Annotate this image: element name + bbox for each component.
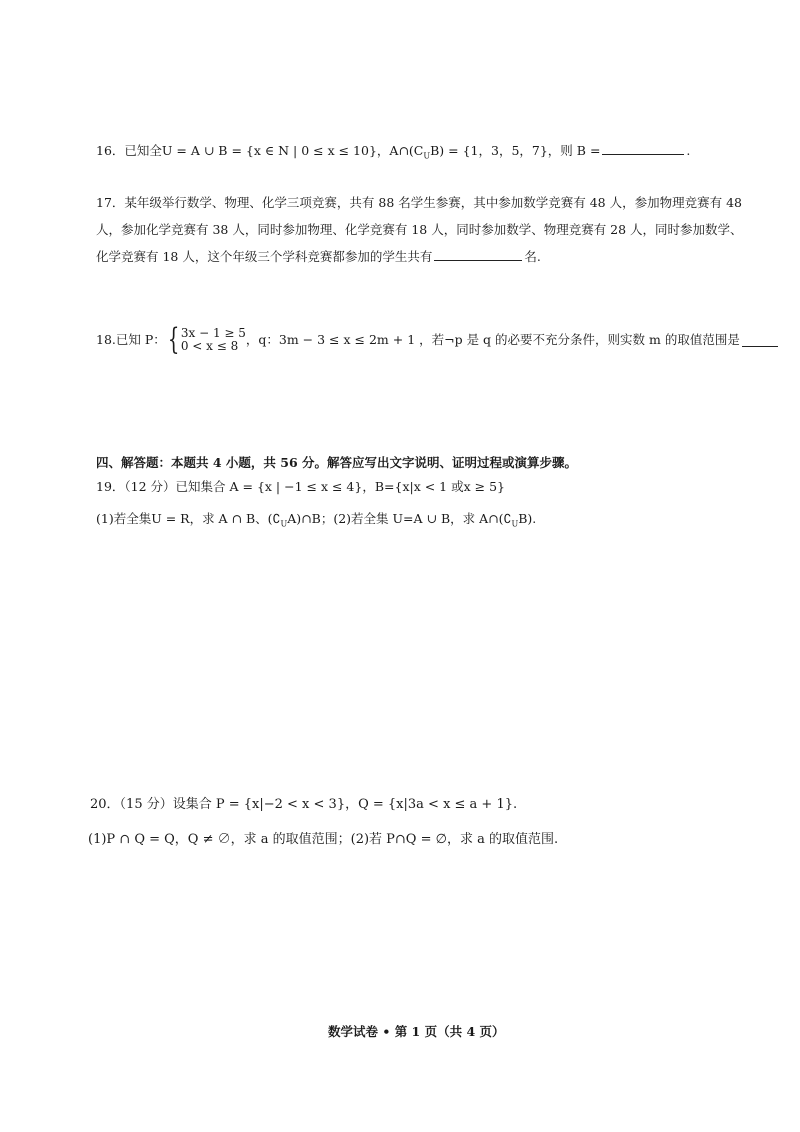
- inequality-2: 0 < x ≤ 8: [180, 339, 239, 353]
- section-4-heading: 四、解答题：本题共 4 小题，共 56 分。解答应写出文字说明、证明过程或演算步骤。: [96, 455, 578, 470]
- page-footer: 数学试卷 • 第 1 页（共 4 页）: [328, 1024, 505, 1039]
- question-19-part-2: A)∩B；(2)若全集 U=A ∪ B，求 A∩(∁: [287, 511, 512, 526]
- question-18: [96, 322, 780, 357]
- question-18-middle: ，q：3m − 3 ≤ x ≤ 2m + 1 ，若¬p 是 q 的必要不充分条件，则实数 m 的取值范围是: [245, 332, 740, 347]
- complement-subscript: U: [423, 151, 431, 161]
- question-17-line-2: 人，参加化学竞赛有 38 人，同时参加物理、化学竞赛有 18 人，同时参加数学、物理竞赛有 28 人，同时参加数学、: [96, 222, 743, 237]
- question-19-line-2: [96, 510, 536, 534]
- question-19-line-1: 19．（12 分）已知集合 A = {x | −1 ≤ x ≤ 4}，B={x|x < 1 或x ≥ 5}: [96, 479, 505, 494]
- question-17-line-3-end: 名.: [524, 249, 541, 264]
- question-19-part-3: B).: [518, 511, 537, 526]
- question-16-text-2: B) = {1，3，5，7}，则 B =: [430, 143, 601, 158]
- question-19-part-1: (1)若全集U = R，求 A ∩ B、(∁: [96, 511, 281, 526]
- answer-blank-18[interactable]: [742, 334, 778, 347]
- question-20-line-2: (1)P ∩ Q = Q，Q ≠ ∅，求 a 的取值范围；(2)若 P∩Q = ∅，求 a 的取值范围.: [88, 832, 559, 847]
- question-16-end: .: [686, 143, 691, 158]
- complement-subscript: U: [280, 519, 288, 529]
- question-18-prefix: 18.已知 P：: [96, 332, 166, 347]
- inequality-system: [181, 327, 246, 353]
- complement-subscript: U: [511, 519, 519, 529]
- question-17-line-3: [96, 248, 541, 266]
- inequality-1: 3x − 1 ≥ 5: [180, 326, 246, 340]
- question-16-text: 16．已知全U = A ∪ B = {x ∈ N | 0 ≤ x ≤ 10}，A∩(C: [96, 143, 424, 158]
- question-20-line-1: 20．（15 分）设集合 P = {x|−2 < x < 3}，Q = {x|3a < x ≤ a + 1}.: [90, 797, 518, 812]
- question-17-line-3-text: 化学竞赛有 18 人，这个年级三个学科竞赛都参加的学生共有: [96, 249, 433, 264]
- question-16: [96, 142, 690, 166]
- question-17-line-1: 17．某年级举行数学、物理、化学三项竞赛，共有 88 名学生参赛，其中参加数学竞赛有 48 人，参加物理竞赛有 48: [96, 195, 742, 210]
- answer-blank-17[interactable]: [434, 248, 522, 261]
- left-brace: {: [167, 322, 180, 357]
- answer-blank-16[interactable]: [602, 142, 684, 155]
